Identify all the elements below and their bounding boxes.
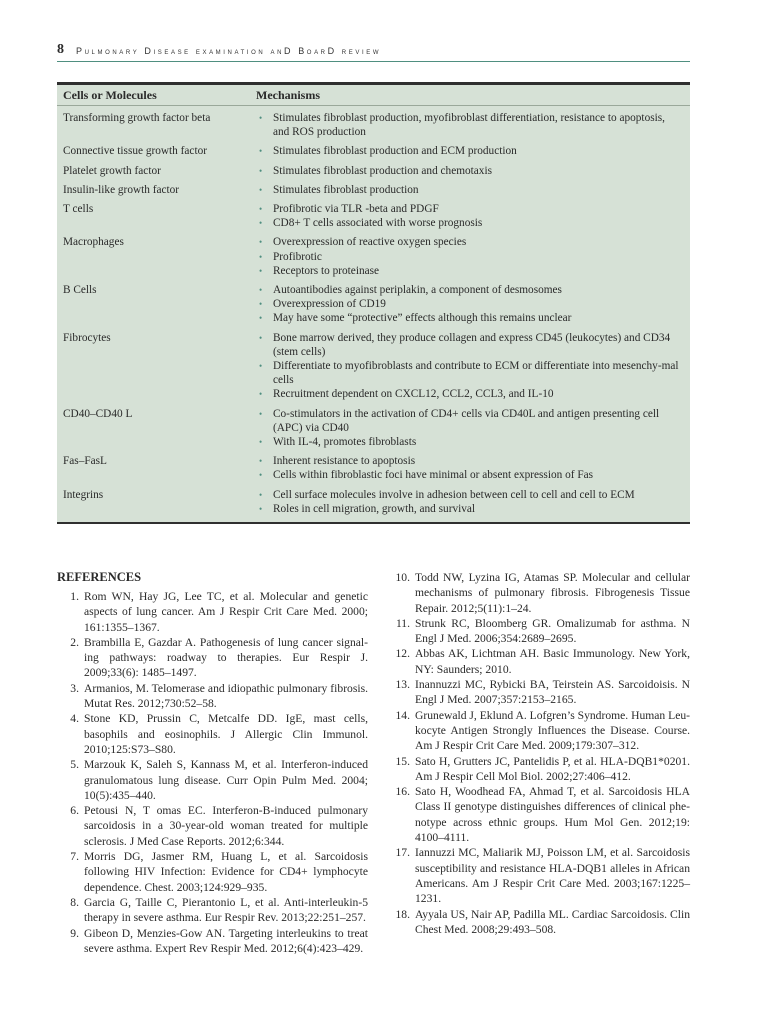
mechanism-text: Cells within fibroblastic foci have minimal or absent expression of Fas (273, 469, 594, 482)
running-header (57, 42, 690, 62)
reference-item (57, 635, 368, 681)
mechanisms-cell (256, 144, 690, 158)
cell-name: Fas–FasL (63, 455, 107, 468)
mechanism-bullet (256, 183, 684, 197)
running-title: Pulmonary Disease examination anD BoarD review (76, 46, 382, 56)
page-number: 8 (57, 42, 64, 57)
cell-name: Transforming growth factor beta (63, 112, 211, 124)
mechanisms-cell (256, 183, 690, 197)
mechanism-bullet (256, 488, 684, 502)
mechanisms-cell (256, 331, 690, 402)
mechanism-bullet (256, 502, 684, 516)
reference-item (57, 895, 368, 926)
bullet-icon: • (259, 389, 263, 400)
mechanism-bullet (256, 359, 684, 387)
bullet-icon: • (259, 251, 263, 262)
mechanism-bullet (256, 387, 684, 401)
reference-number: 16. (395, 785, 410, 799)
mechanisms-cell (256, 202, 690, 230)
reference-number: 10. (395, 571, 410, 584)
cell-name: Insulin-like growth factor (63, 183, 180, 196)
mechanism-bullet (256, 454, 684, 468)
reference-item (57, 849, 368, 895)
column-header-cells: Cells or Molecules (63, 87, 157, 102)
bullet-icon: • (259, 503, 263, 514)
reference-text: Ayyala US, Nair AP, Padilla ML. Cardiac Sarcoidosis. Clin Chest Med. 2008;29:493–508. (415, 907, 690, 936)
mechanism-bullet (256, 311, 684, 325)
bullet-icon: • (259, 299, 263, 310)
reference-item (57, 803, 368, 849)
mechanism-text: Autoantibodies against periplakin, a component of desmosomes (273, 284, 562, 297)
reference-number: 9. (70, 926, 79, 940)
mechanism-bullet (256, 331, 684, 359)
reference-number: 8. (70, 895, 79, 909)
mechanism-text: Stimulates fibroblast production and chemotaxis (273, 164, 492, 177)
mechanism-bullet (256, 283, 684, 297)
reference-number: 7. (70, 850, 79, 864)
mechanism-text: Profibrotic via TLR -beta and PDGF (273, 203, 439, 216)
mechanisms-cell (256, 235, 690, 278)
reference-text: Sato H, Grutters JC, Pantelidis P, et al. HLA-DQB1*0201. Am J Respir Cell Mol Biol. 2002;27:406–412. (415, 754, 690, 783)
mechanism-text: Overexpression of CD19 (273, 298, 386, 311)
cell-name: B Cells (63, 284, 97, 297)
reference-item (388, 646, 690, 677)
reference-number: 18. (395, 907, 410, 921)
bullet-icon: • (259, 204, 263, 215)
reference-number: 3. (70, 681, 79, 695)
mechanism-bullet (256, 164, 684, 178)
cell-name: Connective tissue growth factor (63, 145, 207, 158)
reference-number: 15. (395, 754, 410, 768)
bullet-icon: • (259, 265, 263, 276)
bullet-icon: • (259, 437, 263, 448)
reference-number: 1. (70, 590, 79, 603)
reference-text: Abbas AK, Lichtman AH. Basic Immunology. New York, NY: Saunders; 2010. (415, 647, 690, 676)
table-row (57, 402, 690, 450)
mechanism-bullet (256, 202, 684, 216)
mechanism-text: Cell surface molecules involve in adhesion between cell to cell and cell to ECM (273, 488, 635, 501)
table-row (57, 159, 690, 178)
reference-text: Garcia G, Taille C, Pierantonio L, et al. Anti-interleukin-5 therapy in severe asthma. Eur Respir Rev. 2013;22:251–257. (84, 895, 368, 925)
reference-text: Grunewald J, Eklund A. Lofgren’s Syndrome. Human Leu-kocyte Antigen Strongly Influences the Disease. Course. Am J Respir Crit Care Med. 2009;179:307–312. (415, 708, 690, 753)
table-row (57, 326, 690, 402)
reference-item (388, 570, 690, 616)
bullet-icon: • (259, 218, 263, 229)
reference-text: Iannuzzi MC, Maliarik MJ, Poisson LM, et al. Sarcoidosis susceptibility and resistance HLA-DQB1 alleles in African Americans. Am J Respir Crit Care Med. 2003;167:1225–1231. (415, 846, 690, 906)
table-header (57, 85, 690, 106)
reference-item (388, 616, 690, 647)
column-header-mechanisms: Mechanisms (256, 87, 320, 102)
bullet-icon: • (259, 313, 263, 324)
cell-name: CD40–CD40 L (63, 407, 133, 420)
mechanism-text: Overexpression of reactive oxygen species (273, 236, 467, 249)
reference-text: Morris DG, Jasmer RM, Huang L, et al. Sarcoidosis following HIV Infection: Evidence for CD4+ lymphocyte dependence. Chest. 2003;124:929–935. (84, 850, 368, 894)
mechanism-bullet (256, 407, 684, 435)
mechanism-bullet (256, 435, 684, 449)
bullet-icon: • (259, 237, 263, 248)
mechanism-bullet (256, 235, 684, 249)
mechanism-bullet (256, 297, 684, 311)
reference-text: Inannuzzi MC, Rybicki BA, Teirstein AS. Sarcoidoisis. N Engl J Med. 2007;357:2153–2165. (415, 678, 690, 707)
bullet-icon: • (259, 113, 263, 123)
mechanism-text: Stimulates fibroblast production (273, 183, 419, 196)
bullet-icon: • (259, 489, 263, 500)
table-row (57, 483, 690, 522)
table-row (57, 106, 690, 139)
reference-item (57, 681, 368, 712)
reference-text: Todd NW, Lyzina IG, Atamas SP. Molecular and cellular mechanisms of pulmonary fibrosis. Fibrogenesis Tissue Repair. 2012;5(11):1–24. (415, 571, 690, 615)
mechanism-bullet (256, 250, 684, 264)
mechanism-text: Receptors to proteinase (273, 264, 380, 277)
mechanism-text: Roles in cell migration, growth, and survival (273, 502, 476, 515)
bullet-icon: • (259, 456, 263, 467)
mechanism-text: With IL-4, promotes fibroblasts (273, 436, 417, 449)
mechanism-text: CD8+ T cells associated with worse prognosis (273, 217, 483, 230)
bullet-icon: • (259, 332, 263, 343)
reference-item (57, 711, 368, 757)
reference-number: 14. (395, 708, 410, 722)
mechanism-bullet (256, 144, 684, 158)
bullet-icon: • (259, 408, 263, 419)
mechanisms-cell (256, 407, 690, 450)
table-body (57, 106, 690, 522)
mechanism-bullet (256, 468, 684, 482)
mechanisms-cell (256, 283, 690, 326)
table-row (57, 278, 690, 326)
cell-name: T cells (63, 203, 94, 216)
reference-text: Strunk RC, Bloomberg GR. Omalizumab for asthma. N Engl J Med. 2006;354:2689–2695. (415, 616, 690, 646)
mechanism-bullet (256, 264, 684, 278)
bullet-icon: • (259, 470, 263, 481)
mechanism-text: May have some “protective” effects although this remains unclear (273, 312, 572, 325)
reference-text: Armanios, M. Telomerase and idiopathic pulmonary fibrosis. Mutat Res. 2012;730:52–58. (84, 681, 368, 711)
mechanisms-cell (256, 111, 690, 139)
reference-item (388, 708, 690, 754)
reference-text: Rom WN, Hay JG, Lee TC, et al. Molecular and genetic aspects of lung cancer. Am J Respir Crit Care Med. 2000; 161:1355–1367. (84, 590, 368, 634)
reference-number: 12. (395, 647, 410, 661)
mechanism-text: Recruitment dependent on CXCL12, CCL2, CCL3, and IL-10 (273, 388, 554, 401)
reference-number: 5. (70, 758, 79, 772)
bullet-icon: • (259, 361, 263, 372)
table-row (57, 449, 690, 482)
table-row (57, 197, 690, 230)
cell-name: Integrins (63, 488, 104, 501)
mechanism-text: Profibrotic (273, 250, 322, 263)
mechanism-text: Bone marrow derived, they produce collagen and express CD45 (leukocytes) and CD34 (stem cells) (273, 331, 671, 358)
reference-number: 2. (70, 635, 79, 649)
reference-item (57, 926, 368, 957)
reference-text: Petousi N, T omas EC. Interferon-B-induced pulmonary sarcoidosis in a 30-year-old woman treated for multiple sclerosis. J Med Case Reports. 2012;6:344. (84, 804, 368, 848)
reference-item (388, 907, 690, 938)
mechanism-bullet (256, 111, 684, 139)
cell-name: Fibrocytes (63, 331, 111, 344)
mechanism-bullet (256, 216, 684, 230)
reference-item (388, 677, 690, 708)
bullet-icon: • (259, 184, 263, 195)
mechanism-text: Differentiate to myofibroblasts and contribute to ECM or differentiate into mesenchy-mal cells (273, 360, 679, 387)
references-left-column (57, 570, 368, 956)
reference-item (57, 757, 368, 803)
mechanisms-cell (256, 454, 690, 482)
mechanisms-cell (256, 488, 690, 516)
reference-item (388, 845, 690, 906)
mechanism-text: Co-stimulators in the activation of CD4+ cells via CD40L and antigen presenting cell (APC) via CD40 (273, 407, 660, 434)
reference-item (57, 589, 368, 635)
references-heading: REFERENCES (57, 570, 142, 584)
table-row (57, 230, 690, 278)
mechanism-text: Stimulates fibroblast production and ECM production (273, 145, 517, 158)
reference-number: 6. (70, 804, 79, 818)
table-row (57, 139, 690, 158)
bullet-icon: • (259, 165, 263, 176)
reference-number: 13. (395, 678, 410, 692)
reference-number: 17. (395, 846, 410, 860)
reference-text: Marzouk K, Saleh S, Kannass M, et al. Interferon-induced granulomatous lung disease. Curr Opin Pulm Med. 2004; 10(5):435–440. (84, 758, 368, 802)
reference-item (388, 754, 690, 785)
reference-number: 4. (70, 712, 79, 726)
reference-text: Stone KD, Prussin C, Metcalfe DD. IgE, mast cells, basophils and eosinophils. J Allergic Clin Immunol. 2010;125:S73–S80. (84, 712, 368, 756)
mechanism-text: Inherent resistance to apoptosis (273, 455, 416, 468)
cell-name: Macrophages (63, 236, 124, 249)
reference-text: Gibeon D, Menzies-Gow AN. Targeting interleukins to treat severe asthma. Expert Rev Respir Med. 2012;6(4):423–429. (84, 926, 368, 955)
bullet-icon: • (259, 146, 263, 157)
bullet-icon: • (259, 285, 263, 296)
table-row (57, 178, 690, 197)
reference-number: 11. (395, 616, 410, 630)
reference-item (388, 784, 690, 845)
reference-text: Brambilla E, Gazdar A. Pathogenesis of lung cancer signal-ing pathways: roadway to therapies. Eur Respir J. 2009;33(6): 1485–1497. (84, 635, 368, 680)
cell-name: Platelet growth factor (63, 164, 161, 177)
mechanism-text: Stimulates fibroblast production, myofibroblast differentiation, resistance to apoptosis, and ROS production (273, 112, 665, 139)
mechanisms-cell (256, 164, 690, 178)
references-right-column (388, 570, 690, 937)
reference-text: Sato H, Woodhead FA, Ahmad T, et al. Sarcoidosis HLA Class II genotype distinguishes differences of clinical phe-notype across ethnic groups. Hum Mol Gen. 2012;19: 4100–4111. (415, 785, 690, 845)
mechanisms-table (57, 82, 690, 524)
